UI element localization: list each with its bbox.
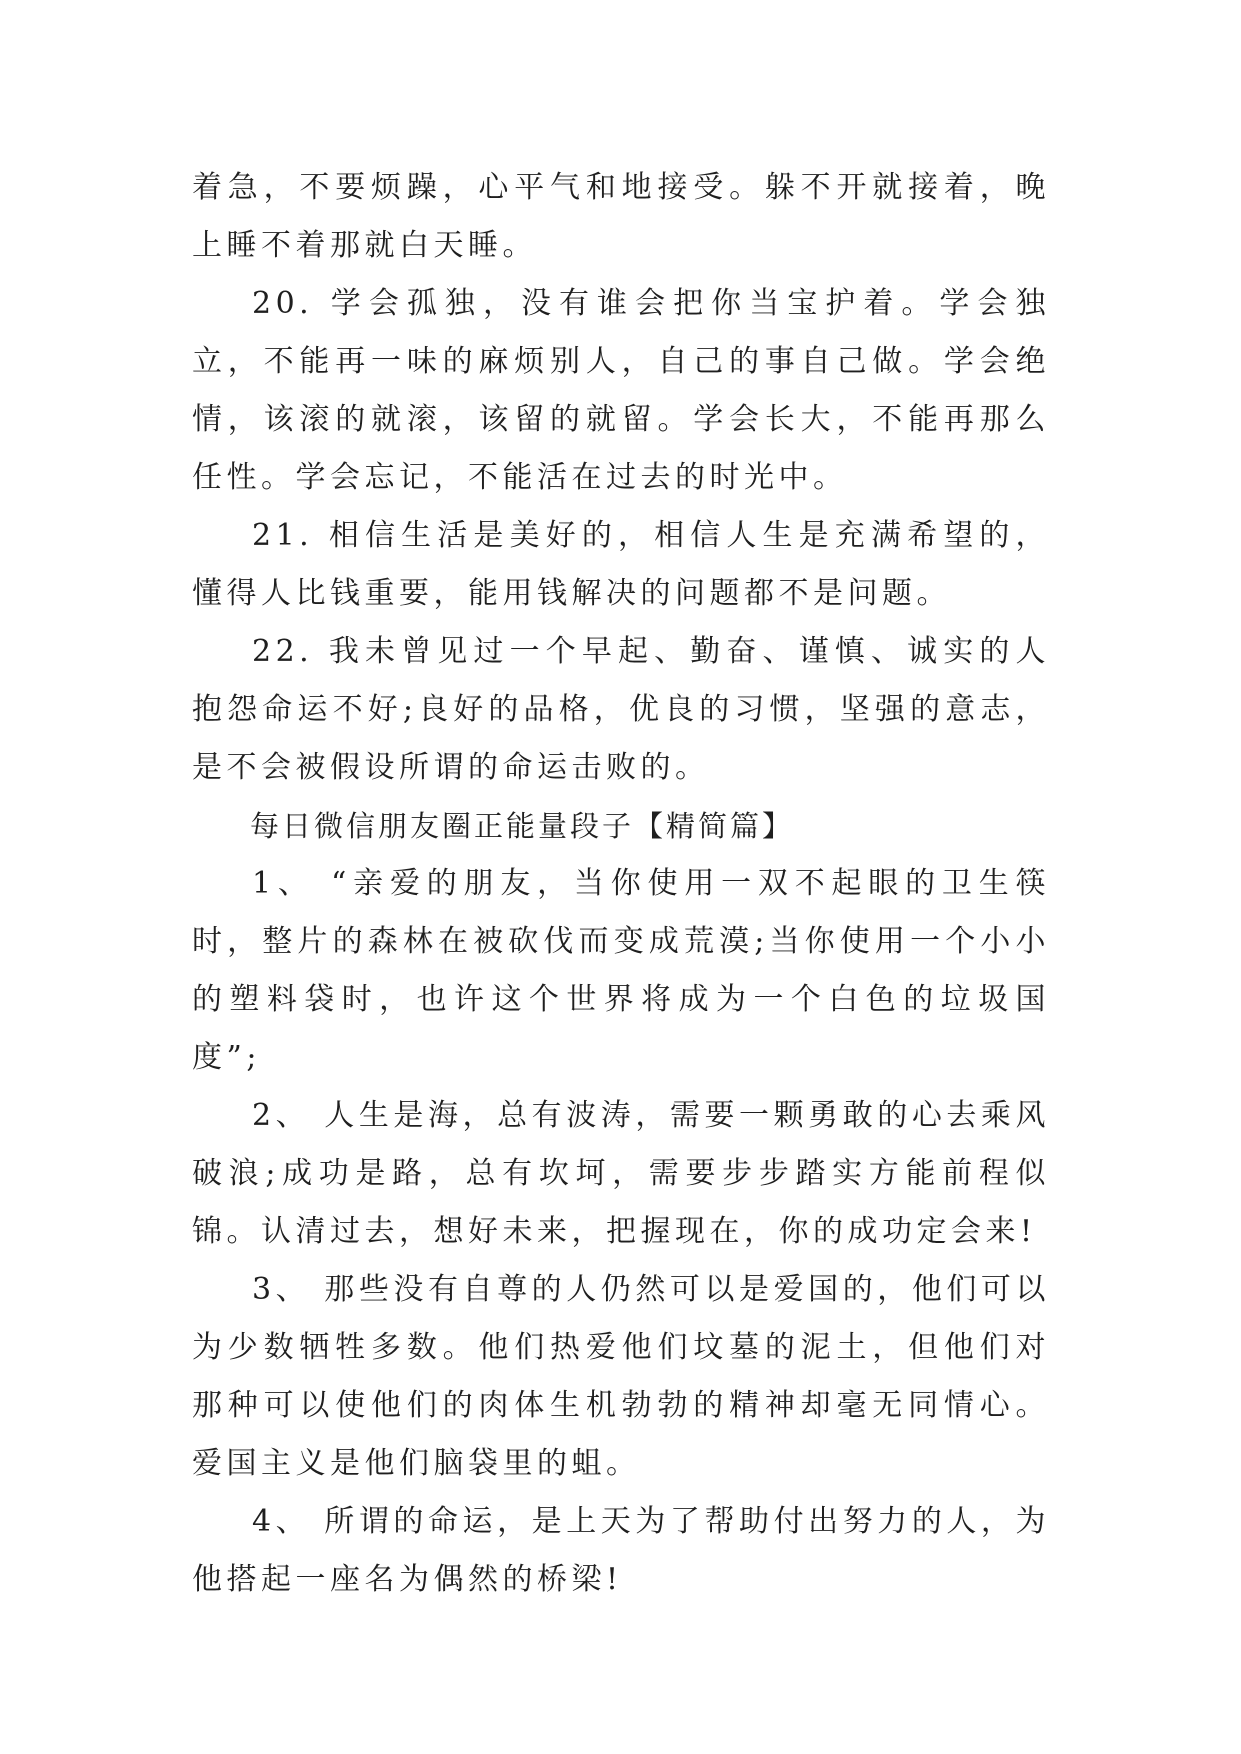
paragraph-item-22: 22. 我未曾见过一个早起、勤奋、谨慎、诚实的人抱怨命运不好;良好的品格，优良的习惯，坚强的意志，是不会被假设所谓的命运击败的。 bbox=[192, 634, 1050, 785]
paragraph-item-4: 4、 所谓的命运，是上天为了帮助付出努力的人，为他搭起一座名为偶然的桥梁! bbox=[192, 1504, 1050, 1597]
paragraph-item-21: 21. 相信生活是美好的，相信人生是充满希望的，懂得人比钱重要，能用钱解决的问题都不是问题。 bbox=[192, 518, 1050, 611]
document-body bbox=[192, 159, 1050, 1609]
section-heading: 每日微信朋友圈正能量段子【精简篇】 bbox=[250, 809, 795, 843]
paragraph-continuation: 着急，不要烦躁，心平气和地接受。躲不开就接着，晚上睡不着那就白天睡。 bbox=[192, 170, 1050, 263]
paragraph-item-3: 3、 那些没有自尊的人仍然可以是爱国的，他们可以为少数牺牲多数。他们热爱他们坟墓的泥土，但他们对那种可以使他们的肉体生机勃勃的精神却毫无同情心。爱国主义是他们脑袋里的蛆。 bbox=[192, 1272, 1050, 1481]
paragraph-item-2: 2、 人生是海，总有波涛，需要一颗勇敢的心去乘风破浪;成功是路，总有坎坷，需要步步踏实方能前程似锦。认清过去，想好未来，把握现在，你的成功定会来! bbox=[192, 1098, 1050, 1249]
paragraph-item-20: 20. 学会孤独，没有谁会把你当宝护着。学会独立，不能再一味的麻烦别人，自己的事自己做。学会绝情，该滚的就滚，该留的就留。学会长大，不能再那么任性。学会忘记，不能活在过去的时光中。 bbox=[192, 286, 1050, 495]
paragraph-item-1: 1、 “亲爱的朋友，当你使用一双不起眼的卫生筷时，整片的森林在被砍伐而变成荒漠;当你使用一个小小的塑料袋时，也许这个世界将成为一个白色的垃圾国度”; bbox=[192, 866, 1050, 1075]
